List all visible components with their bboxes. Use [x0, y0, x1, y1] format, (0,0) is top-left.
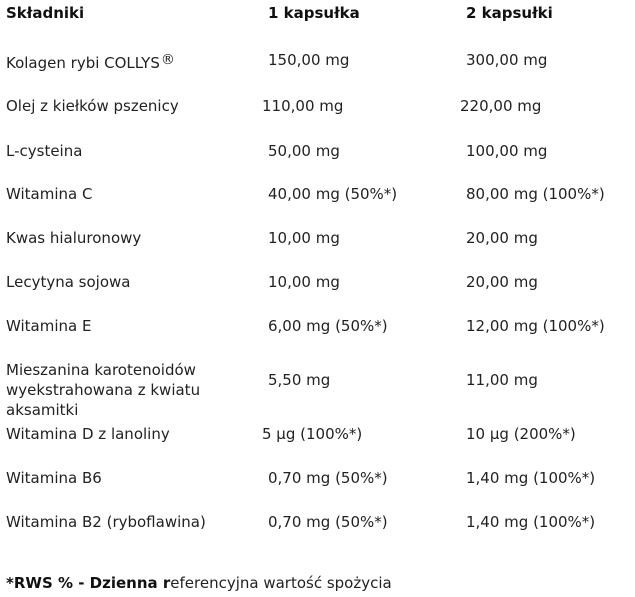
- rws-footnote: [6, 573, 392, 593]
- amount-two-capsules: 100,00 mg: [466, 142, 548, 160]
- footnote-bold: *RWS % - Dzienna r: [6, 574, 171, 592]
- amount-two-capsules: 80,00 mg (100%*): [466, 185, 605, 203]
- amount-one-capsule: 0,70 mg (50%*): [268, 469, 388, 487]
- amount-two-capsules: 1,40 mg (100%*): [466, 469, 596, 487]
- amount-two-capsules: 10 µg (200%*): [466, 425, 576, 443]
- amount-two-capsules: 220,00 mg: [460, 97, 542, 115]
- header-one-capsule: 1 kapsułka: [268, 4, 360, 22]
- amount-two-capsules: 20,00 mg: [466, 273, 538, 291]
- amount-two-capsules: 11,00 mg: [466, 371, 538, 389]
- ingredient-name: Witamina C: [6, 185, 93, 203]
- ingredient-name: Lecytyna sojowa: [6, 273, 131, 291]
- amount-two-capsules: 12,00 mg (100%*): [466, 317, 605, 335]
- ingredient-name: Witamina E: [6, 317, 92, 335]
- ingredient-name: Olej z kiełków pszenicy: [6, 97, 179, 115]
- amount-one-capsule: 110,00 mg: [262, 97, 344, 115]
- ingredient-name: Witamina B2 (ryboflawina): [6, 513, 206, 531]
- header-ingredients: Składniki: [6, 4, 85, 22]
- ingredient-name: Mieszanina karotenoidów wyekstrahowana z kwiatu aksamitki: [6, 361, 201, 419]
- ingredient-name: Kolagen rybi COLLYS®: [6, 52, 175, 72]
- amount-one-capsule: 5 µg (100%*): [262, 425, 363, 443]
- ingredient-name: Kwas hialuronowy: [6, 229, 142, 247]
- amount-one-capsule: 10,00 mg: [268, 229, 340, 247]
- amount-one-capsule: 150,00 mg: [268, 51, 350, 69]
- footnote-text: eferencyjna wartość spożycia: [170, 574, 392, 592]
- amount-one-capsule: 10,00 mg: [268, 273, 340, 291]
- amount-two-capsules: 1,40 mg (100%*): [466, 513, 596, 531]
- amount-two-capsules: 20,00 mg: [466, 229, 538, 247]
- ingredient-name: Witamina D z lanoliny: [6, 425, 170, 443]
- ingredient-name: Witamina B6: [6, 469, 102, 487]
- amount-one-capsule: 5,50 mg: [268, 371, 331, 389]
- header-two-capsules: 2 kapsułki: [466, 4, 553, 22]
- amount-two-capsules: 300,00 mg: [466, 51, 548, 69]
- amount-one-capsule: 50,00 mg: [268, 142, 340, 160]
- registered-mark: ®: [160, 52, 175, 68]
- amount-one-capsule: 6,00 mg (50%*): [268, 317, 388, 335]
- amount-one-capsule: 0,70 mg (50%*): [268, 513, 388, 531]
- amount-one-capsule: 40,00 mg (50%*): [268, 185, 398, 203]
- ingredient-name: L-cysteina: [6, 142, 83, 160]
